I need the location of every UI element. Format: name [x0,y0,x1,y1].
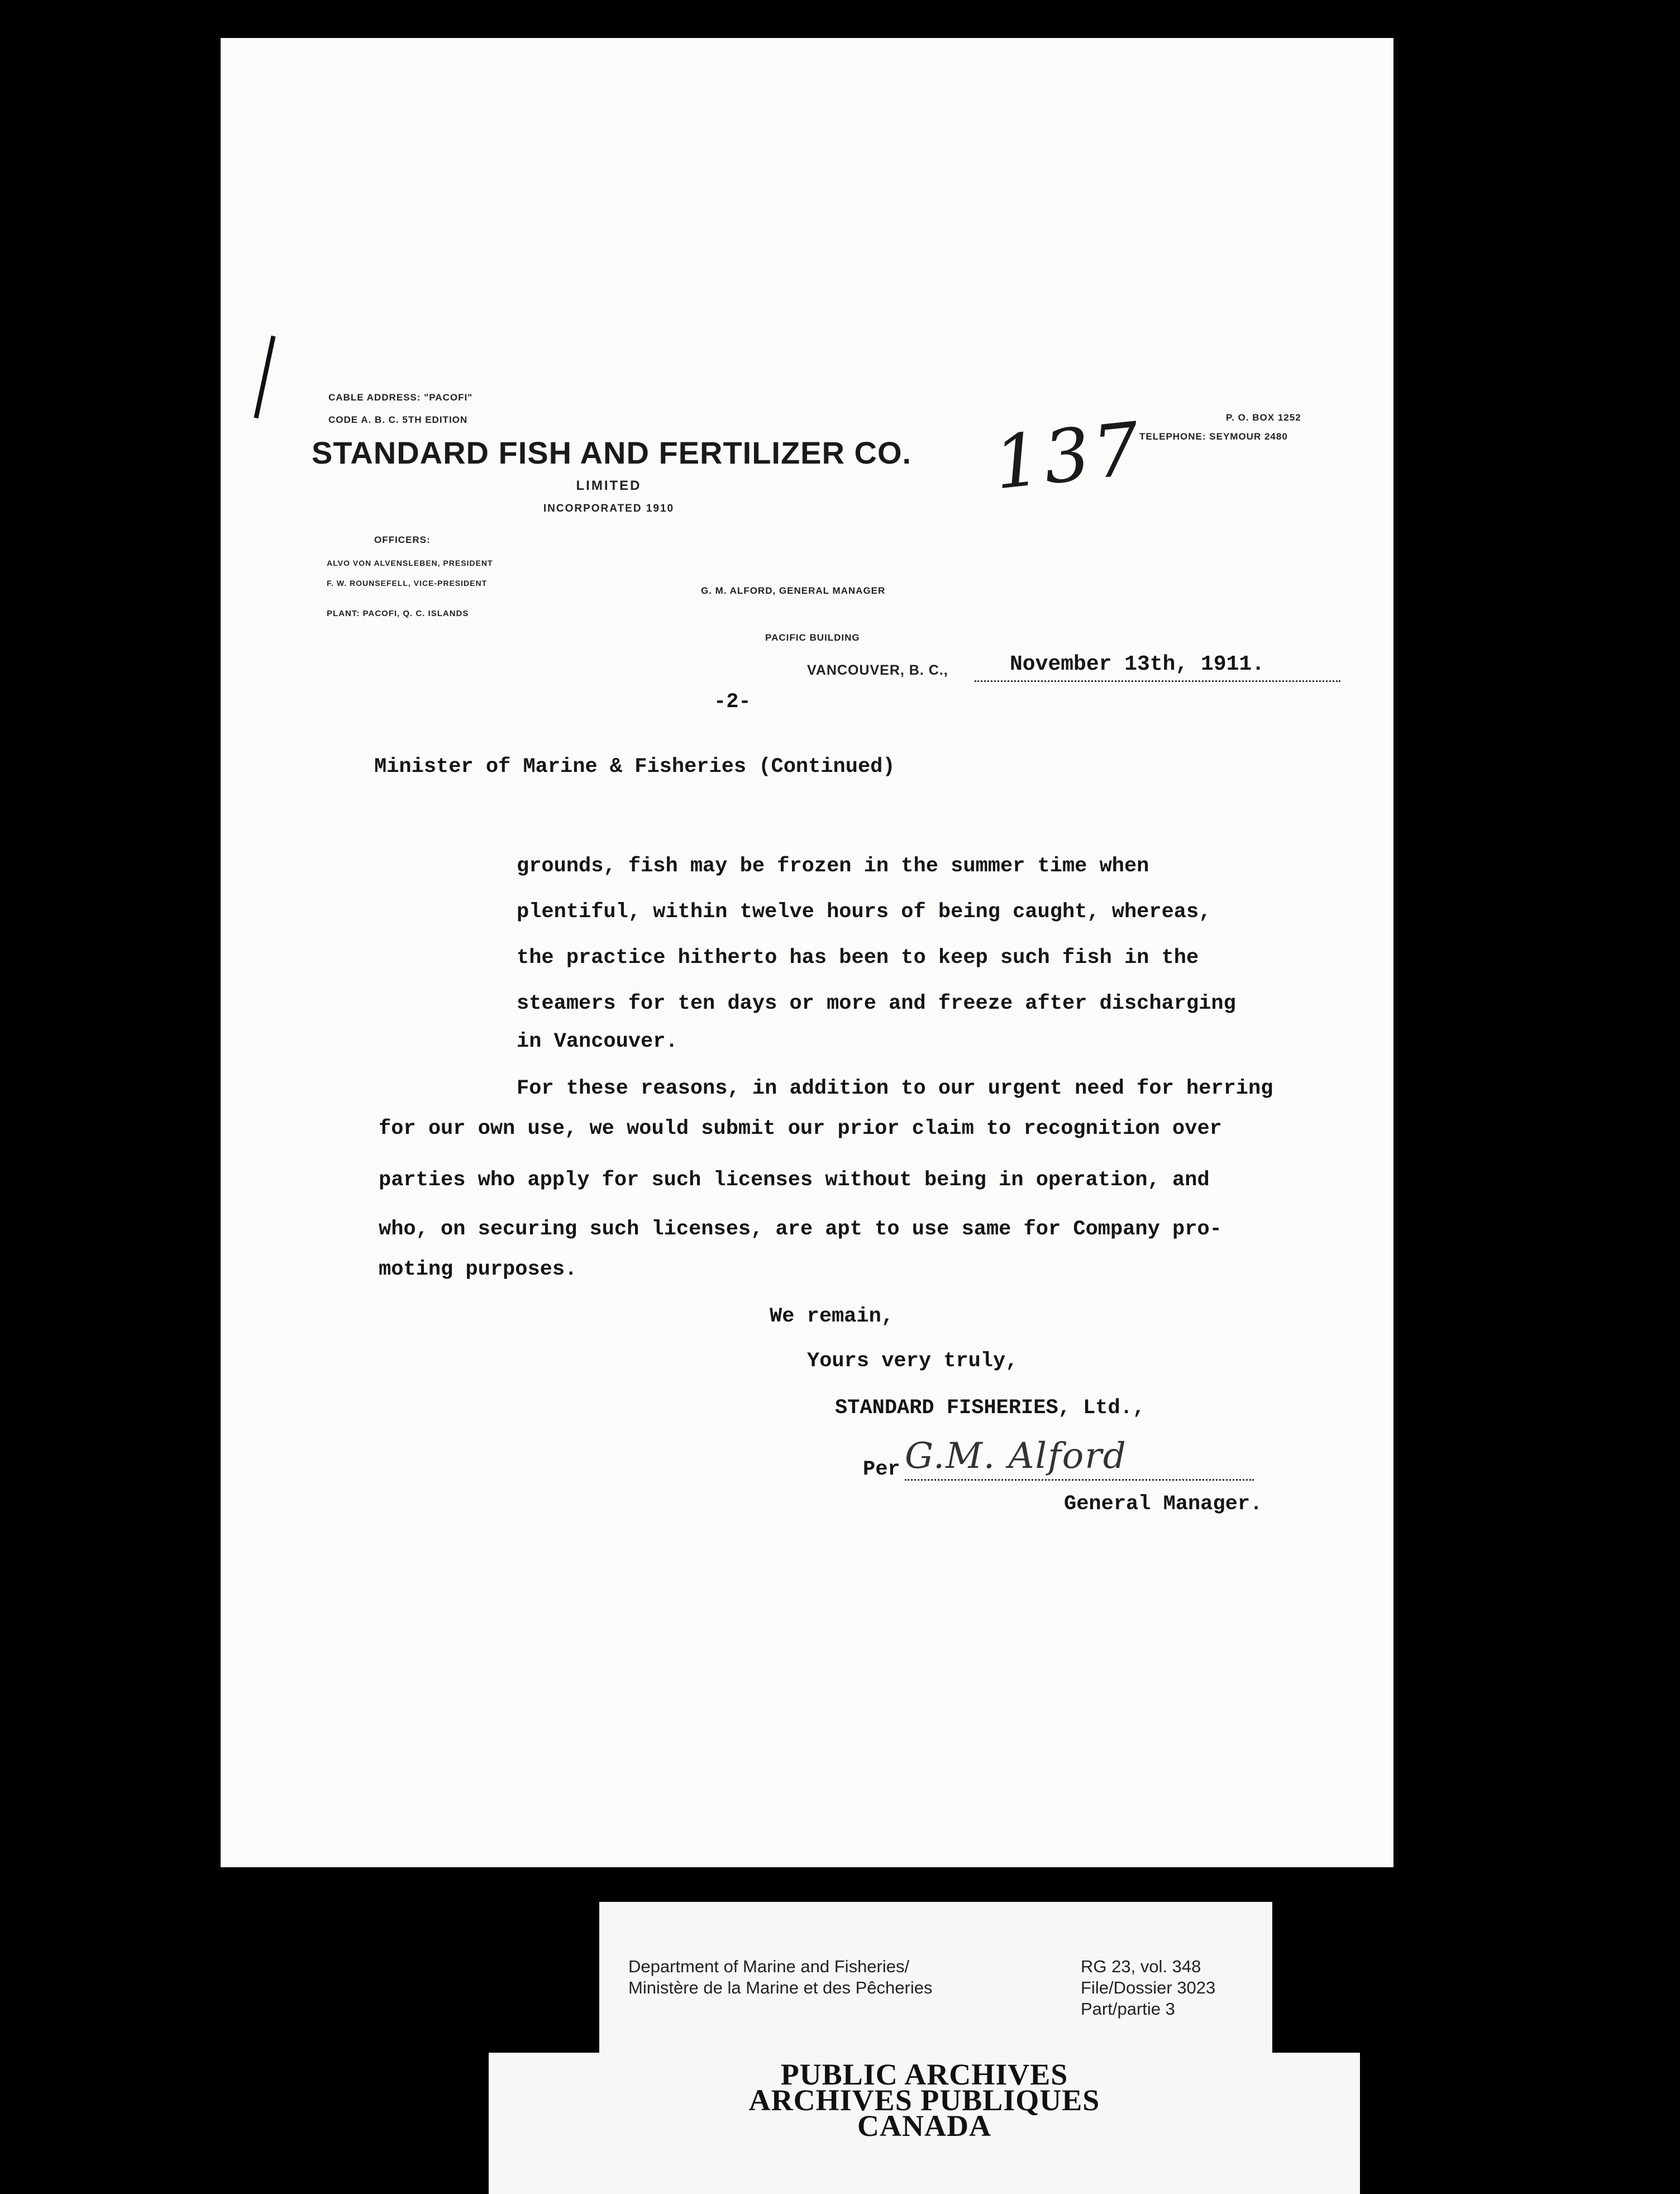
para2-line-3: parties who apply for such licenses without being in operation, and [379,1168,1210,1192]
telephone: TELEPHONE: SEYMOUR 2480 [1139,431,1288,442]
stamp-line-canada: CANADA [857,2109,991,2143]
stamp-line-english: PUBLIC ARCHIVES [780,2058,1068,2091]
cable-address: CABLE ADDRESS: "PACOFI" [328,392,473,403]
archive-reference-card [599,1902,1272,2064]
date-dotted-line [975,680,1340,682]
department-french: Ministère de la Marine et des Pêcheries [628,1978,933,1997]
officer-president: ALVO VON ALVENSLEBEN, PRESIDENT [327,559,493,567]
para2-line-1: For these reasons, in addition to our urgent need for herring [517,1077,1273,1100]
firm-name: STANDARD FISHERIES, Ltd., [835,1396,1146,1420]
letter-date: November 13th, 1911. [1010,652,1265,676]
officer-vice-president: F. W. ROUNSEFELL, VICE-PRESIDENT [327,579,488,588]
para1-line-1: grounds, fish may be frozen in the summer time when [517,855,1149,878]
signature-dotted-line [905,1479,1254,1481]
para2-line-5: moting purposes. [379,1258,578,1281]
incorporated-year: INCORPORATED 1910 [543,503,675,514]
company-limited: LIMITED [576,478,642,493]
file-dossier: File/Dossier 3023 [1081,1978,1216,1997]
para1-line-4: steamers for ten days or more and freeze after discharging [517,992,1236,1015]
part-partie: Part/partie 3 [1081,1999,1175,2019]
para2-line-2: for our own use, we would submit our prior claim to recognition over [379,1117,1222,1141]
department-english: Department of Marine and Fisheries/ [628,1957,910,1976]
record-group: RG 23, vol. 348 [1081,1957,1201,1976]
public-archives-stamp [489,2053,1360,2194]
cable-code: CODE A. B. C. 5TH EDITION [328,414,468,425]
handwritten-signature: G.M. Alford [905,1435,1127,1477]
para1-line-5: in Vancouver. [517,1030,678,1053]
para1-line-3: the practice hitherto has been to keep such fish in the [517,946,1199,970]
closing-yours-truly: Yours very truly, [807,1349,1018,1373]
para2-line-4: who, on securing such licenses, are apt to use same for Company pro- [379,1218,1222,1241]
addressee: Minister of Marine & Fisheries (Continued) [374,755,895,779]
signatory-title: General Manager. [1064,1492,1263,1516]
para1-line-2: plentiful, within twelve hours of being caught, whereas, [517,900,1211,924]
plant-location: PLANT: PACOFI, Q. C. ISLANDS [327,609,469,618]
pacific-building: PACIFIC BUILDING [765,632,860,643]
per-label: Per [863,1458,900,1481]
company-name: STANDARD FISH AND FERTILIZER CO. [311,435,912,470]
po-box: P. O. BOX 1252 [1226,412,1301,423]
stamp-line-french: ARCHIVES PUBLIQUES [748,2083,1100,2117]
vancouver-city: VANCOUVER, B. C., [807,662,948,678]
officers-title: OFFICERS: [374,535,431,545]
page-marker: -2- [714,690,751,714]
general-manager-line: G. M. ALFORD, GENERAL MANAGER [701,585,886,596]
closing-we-remain: We remain, [770,1305,894,1328]
handwritten-folio-number: 137 [990,406,1147,506]
